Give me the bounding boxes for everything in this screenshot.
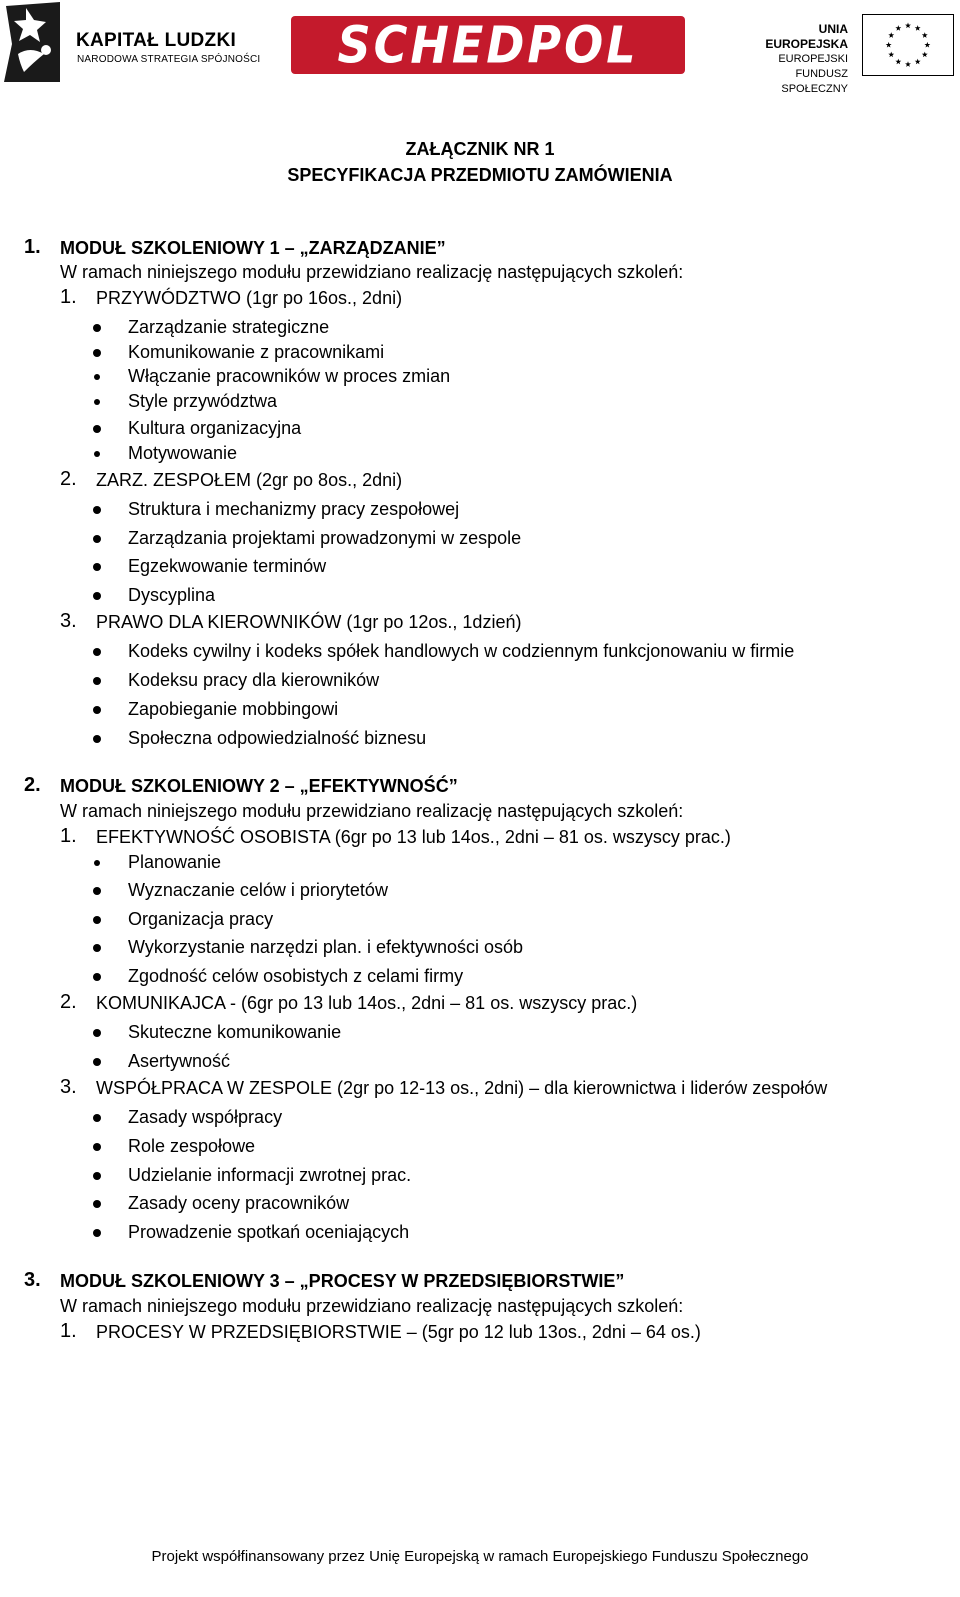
course-number: 1. (60, 286, 77, 308)
bullet-icon (93, 506, 101, 514)
module-intro: W ramach niniejszego modułu przewidziano realizację następujących szkoleń: (60, 801, 684, 821)
course-title: KOMUNIKAJCA - (6gr po 13 lub 14os., 2dni – 81 os. wszyscy prac.) (96, 993, 638, 1013)
course-topic: Role zespołowe (128, 1136, 256, 1156)
course-number: 1. (60, 825, 77, 847)
course-topic: Społeczna odpowiedzialność biznesu (128, 728, 427, 748)
bullet-icon (93, 706, 101, 714)
kapital-ludzki-subtitle: NARODOWA STRATEGIA SPÓJNOŚCI (77, 54, 261, 65)
page-footer: Projekt współfinansowany przez Unię Europejską w ramach Europejskiego Funduszu Społecznego (151, 1548, 809, 1565)
course-title: PROCESY W PRZEDSIĘBIORSTWIE – (5gr po 12 lub 13os., 2dni – 64 os.) (96, 1322, 701, 1342)
course-number: 3. (60, 610, 77, 632)
bullet-icon (93, 535, 101, 543)
course-title: EFEKTYWNOŚĆ OSOBISTA (6gr po 13 lub 14os., 2dni – 81 os. wszyscy prac.) (96, 827, 731, 847)
module-title: MODUŁ SZKOLENIOWY 3 – „PROCESY W PRZEDSIĘBIORSTWIE” (60, 1271, 625, 1291)
bullet-icon (93, 349, 101, 357)
course-topic: Komunikowanie z pracownikami (128, 342, 385, 362)
kapital-ludzki-title: KAPITAŁ LUDZKI (76, 30, 237, 51)
course-title: PRAWO DLA KIEROWNIKÓW (1gr po 12os., 1dzień) (96, 612, 522, 632)
bullet-icon (93, 1058, 101, 1066)
bullet-icon (93, 592, 101, 600)
module-number: 2. (24, 774, 41, 796)
schedpol-logo-text: SCHEDPOL (337, 15, 639, 75)
course-topic: Zarządzania projektami prowadzonymi w zespole (128, 528, 522, 548)
course-topic: Struktura i mechanizmy pracy zespołowej (128, 499, 460, 519)
course-topic: Planowanie (128, 852, 222, 872)
module-intro: W ramach niniejszego modułu przewidziano realizację następujących szkoleń: (60, 262, 684, 282)
course-title: PRZYWÓDZTWO (1gr po 16os., 2dni) (96, 288, 403, 308)
course-number: 1. (60, 1320, 77, 1342)
bullet-icon (94, 374, 100, 380)
module-intro: W ramach niniejszego modułu przewidziano realizację następujących szkoleń: (60, 1296, 684, 1316)
course-title: WSPÓŁPRACA W ZESPOLE (2gr po 12-13 os., 2dni) – dla kierownictwa i liderów zespołów (96, 1078, 828, 1098)
bullet-icon (93, 1114, 101, 1122)
eu-logo-line1: UNIA EUROPEJSKA (765, 22, 848, 51)
bullet-icon (93, 916, 101, 924)
course-topic: Włączanie pracowników w proces zmian (128, 366, 451, 386)
course-topic: Zgodność celów osobistych z celami firmy (128, 966, 464, 986)
bullet-icon (93, 944, 101, 952)
bullet-icon (93, 648, 101, 656)
course-topic: Asertywność (128, 1051, 231, 1071)
course-topic: Motywowanie (128, 443, 238, 463)
bullet-icon (94, 860, 100, 866)
document-title-line1: ZAŁĄCZNIK NR 1 (405, 139, 555, 159)
course-topic: Wykorzystanie narzędzi plan. i efektywności osób (128, 937, 524, 957)
course-topic: Zarządzanie strategiczne (128, 317, 330, 337)
bullet-icon (93, 677, 101, 685)
eu-logo-line3: FUNDUSZ SPOŁECZNY (781, 68, 848, 95)
course-topic: Kodeksu pracy dla kierowników (128, 670, 380, 690)
course-topic: Dyscyplina (128, 585, 216, 605)
bullet-icon (93, 973, 101, 981)
bullet-icon (93, 324, 101, 332)
bullet-icon (93, 887, 101, 895)
course-topic: Zapobieganie mobbingowi (128, 699, 339, 719)
bullet-icon (93, 563, 101, 571)
module-title: MODUŁ SZKOLENIOWY 1 – „ZARZĄDZANIE” (60, 238, 446, 258)
course-number: 3. (60, 1076, 77, 1098)
bullet-icon (93, 425, 101, 433)
course-topic: Udzielanie informacji zwrotnej prac. (128, 1165, 412, 1185)
bullet-icon (94, 451, 100, 457)
course-number: 2. (60, 991, 77, 1013)
course-topic: Style przywództwa (128, 391, 278, 411)
course-topic: Zasady współpracy (128, 1107, 283, 1127)
course-topic: Kodeks cywilny i kodeks spółek handlowych w codziennym funkcjonowaniu w firmie (128, 641, 795, 661)
bullet-icon (93, 1143, 101, 1151)
eu-logo-line2: EUROPEJSKI (778, 53, 848, 65)
document-title-line2: SPECYFIKACJA PRZEDMIOTU ZAMÓWIENIA (287, 165, 673, 185)
module-number: 1. (24, 236, 41, 258)
bullet-icon (93, 735, 101, 743)
course-title: ZARZ. ZESPOŁEM (2gr po 8os., 2dni) (96, 470, 403, 490)
course-topic: Skuteczne komunikowanie (128, 1022, 342, 1042)
bullet-icon (93, 1200, 101, 1208)
bullet-icon (93, 1229, 101, 1237)
course-topic: Wyznaczanie celów i priorytetów (128, 880, 388, 900)
course-topic: Kultura organizacyjna (128, 418, 302, 438)
bullet-icon (94, 399, 100, 405)
bullet-icon (93, 1029, 101, 1037)
bullet-icon (93, 1172, 101, 1180)
module-title: MODUŁ SZKOLENIOWY 2 – „EFEKTYWNOŚĆ” (60, 776, 458, 796)
course-topic: Prowadzenie spotkań oceniających (128, 1222, 410, 1242)
course-topic: Zasady oceny pracowników (128, 1193, 350, 1213)
course-number: 2. (60, 468, 77, 490)
course-topic: Organizacja pracy (128, 909, 274, 929)
course-topic: Egzekwowanie terminów (128, 556, 327, 576)
module-number: 3. (24, 1269, 41, 1291)
